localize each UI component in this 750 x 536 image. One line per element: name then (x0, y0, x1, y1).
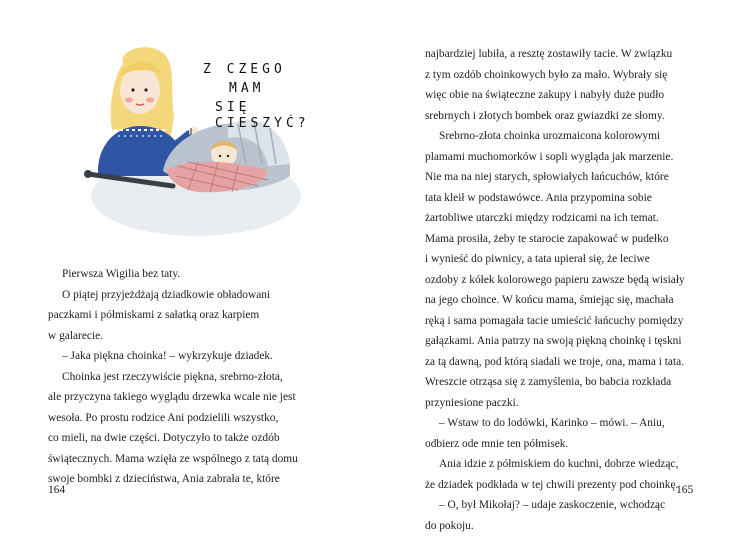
text-line: gałązkami. Ania patrzy na swoją piękną choinkę i tęskni (425, 331, 715, 352)
caption-line: MAM (203, 78, 323, 97)
text-line: – O, był Mikołaj? – udaje zaskoczenie, wchodząc (425, 495, 715, 516)
text-line: najbardziej lubiła, a resztę zostawiły tacie. W związku (425, 44, 715, 65)
text-line: O piątej przyjeżdżają dziadkowie obładowani (48, 285, 338, 306)
text-line: Srebrno-złota choinka urozmaicona kolorowymi (425, 126, 715, 147)
text-line: Mama prosiła, żeby te starocie zapakować w pudełko (425, 229, 715, 250)
left-page (0, 0, 375, 530)
text-line: Nie ma na niej starych, spłowiałych łańcuchów, które (425, 167, 715, 188)
text-line: za tą dawną, pod którą siadali we troje, ona, mama i tata. (425, 352, 715, 373)
text-line: swoje bombki z dzieciństwa, Ania zabrała te, które (48, 469, 338, 490)
text-line: tata kleił w podstawówce. Ania przypomina sobie (425, 188, 715, 209)
text-line: Pierwsza Wigilia bez taty. (48, 264, 338, 285)
page-number-left: 164 (48, 484, 65, 496)
text-line: – Jaka piękna choinka! – wykrzykuje dziadek. (48, 346, 338, 367)
text-line: paczkami i półmiskami z sałatką oraz karpiem (48, 305, 338, 326)
text-line: na jego choince. W końcu mama, śmiejąc się, machała (425, 290, 715, 311)
text-line: Choinka jest rzeczywiście piękna, srebrno-złota, (48, 367, 338, 388)
text-line: ale przyczyna takiego wyglądu drzewka wcale nie jest (48, 387, 338, 408)
caption-line: SIĘ CIESZYĆ? (203, 97, 323, 132)
text-line: odbierz ode mnie ten półmisek. (425, 434, 715, 455)
text-line: z tym ozdób choinkowych było za mało. Wybrały się (425, 65, 715, 86)
text-line: ręką i sama pomagała tacie umieścić łańcuchy pomiędzy (425, 311, 715, 332)
text-line: Wreszcie otrząsa się z zamyślenia, bo babcia rozkłada (425, 372, 715, 393)
text-line: i wynieść do piwnicy, a tata upierał się, że leciwe (425, 249, 715, 270)
right-body-text (425, 44, 715, 536)
handwritten-caption (203, 62, 323, 132)
text-line: wesoła. Po prostu rodzice Ani podzielili wszystko, (48, 408, 338, 429)
text-line: że dziadek podkłada w tej chwili prezenty pod choinkę. (425, 475, 715, 496)
text-line: w galarecie. (48, 326, 338, 347)
text-line: Ania idzie z półmiskiem do kuchni, dobrze wiedząc, (425, 454, 715, 475)
text-line: ozdoby z kółek kolorowego papieru zawsze będą wisiały (425, 270, 715, 291)
text-line: świątecznych. Mama wzięła ze wspólnego z tatą domu (48, 449, 338, 470)
caption-line: Z CZEGO (203, 62, 323, 78)
text-line: żartobliwe utarczki między rodzicami na ich temat. (425, 208, 715, 229)
text-line: więc obie na świąteczne zakupy i nabyły duże pudło (425, 85, 715, 106)
text-line: do pokoju. (425, 516, 715, 536)
text-line: plamami muchomorków i sopli wygląda jak marzenie. (425, 147, 715, 168)
text-line: – Wstaw to do lodówki, Karinko – mówi. – Aniu, (425, 413, 715, 434)
page-number-right: 165 (676, 484, 693, 496)
text-line: przyniesione paczki. (425, 393, 715, 414)
text-line: co mieli, na dwie części. Dotyczyło to także ozdób (48, 428, 338, 449)
left-body-text (48, 264, 338, 490)
text-line: srebrnych i złotych bombek oraz gwiazdki ze słomy. (425, 106, 715, 127)
